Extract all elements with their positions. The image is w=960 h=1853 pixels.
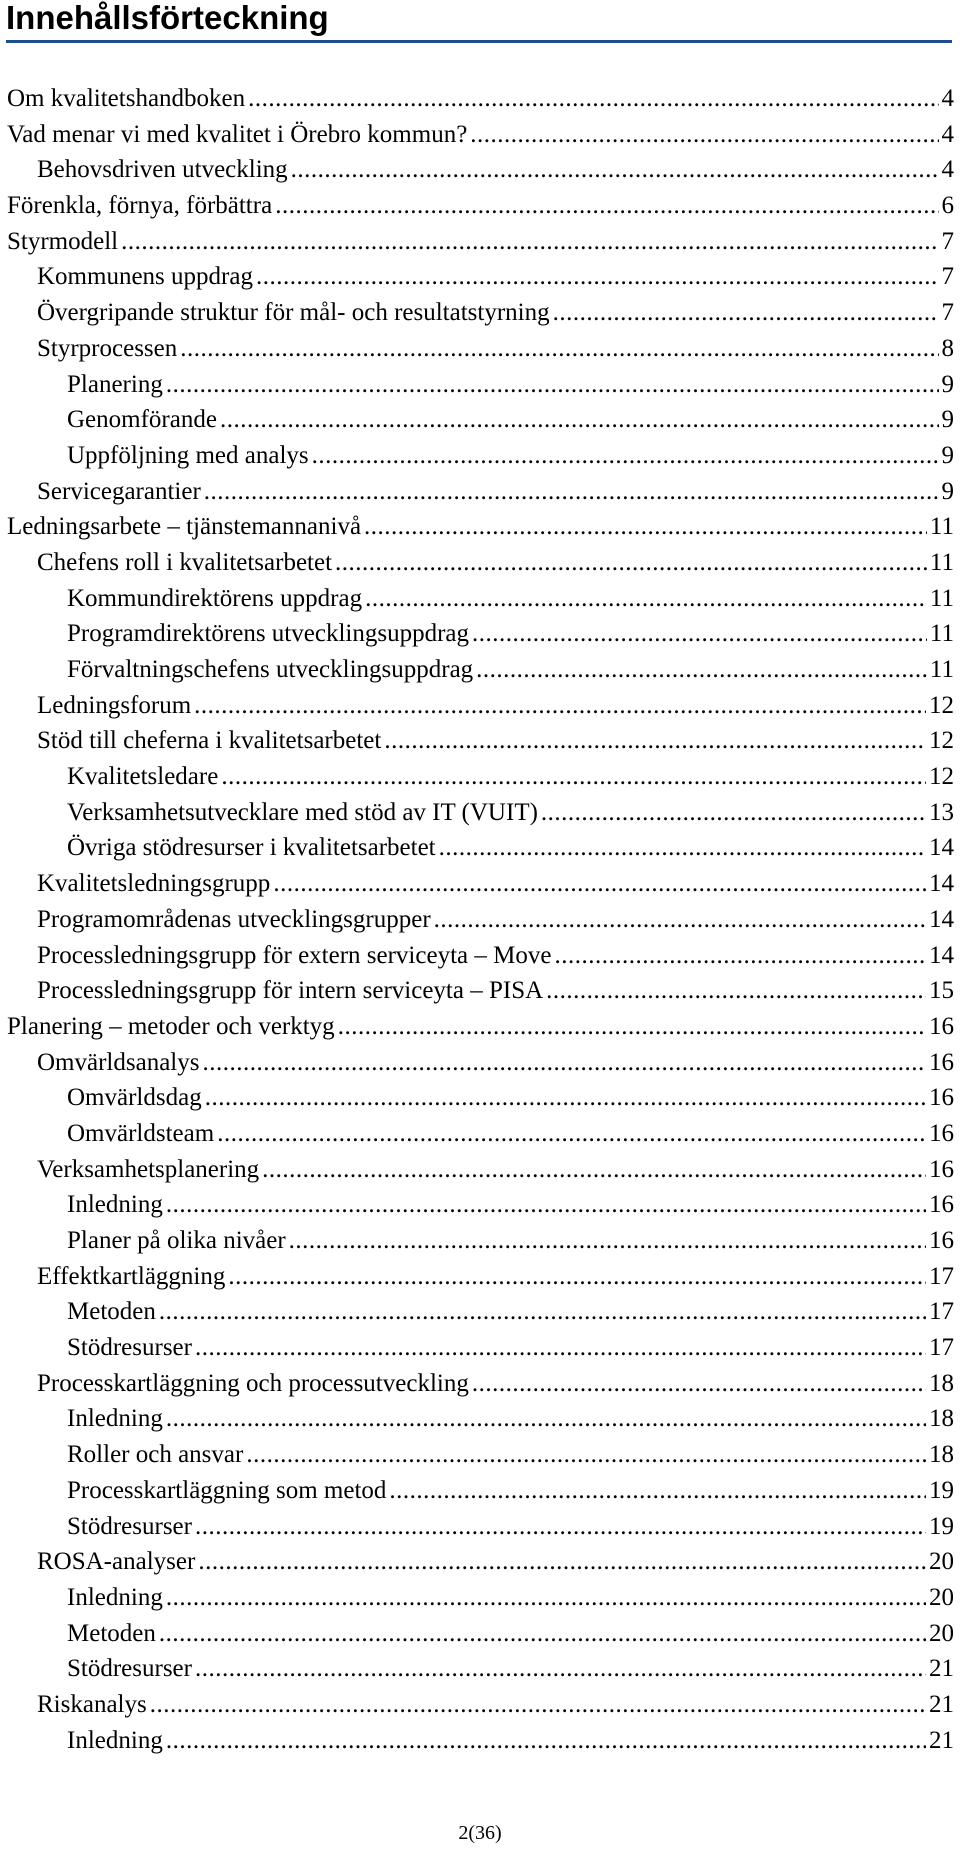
toc-entry-title: Verksamhetsutvecklare med stöd av IT (VUIT)	[67, 798, 538, 826]
toc-entry-page-number: 18	[929, 1405, 954, 1433]
toc-entry[interactable]	[0, 1616, 960, 1652]
toc-entry[interactable]	[0, 224, 960, 260]
dot-leader	[553, 295, 939, 331]
toc-entry[interactable]	[0, 1580, 960, 1616]
toc-entry-title: Riskanalys	[37, 1690, 147, 1718]
toc-entry[interactable]	[0, 1544, 960, 1580]
toc-entry[interactable]	[0, 81, 960, 117]
toc-entry-page-number: 21	[929, 1690, 954, 1718]
toc-entry-page-number: 12	[929, 727, 954, 755]
toc-entry-page-number: 14	[929, 834, 954, 862]
dot-leader	[166, 367, 939, 403]
toc-entry-title: Effektkartläggning	[37, 1262, 226, 1290]
dot-leader	[338, 1009, 926, 1045]
toc-entry-page-number: 11	[929, 513, 954, 541]
dot-leader	[194, 688, 926, 724]
toc-entry-page-number: 16	[929, 1084, 954, 1112]
dot-leader	[221, 759, 926, 795]
toc-entry-page-number: 9	[941, 477, 954, 505]
toc-entry-title: Stöd till cheferna i kvalitetsarbetet	[37, 727, 382, 755]
page-number: 2(36)	[458, 1822, 502, 1844]
toc-entry-page-number: 20	[929, 1583, 954, 1611]
toc-entry[interactable]	[0, 830, 960, 866]
toc-entry-page-number: 16	[929, 1191, 954, 1219]
toc-entry[interactable]	[0, 688, 960, 724]
dot-leader	[335, 545, 927, 581]
dot-leader	[180, 331, 938, 367]
dot-leader	[312, 438, 939, 474]
toc-entry-title: Planer på olika nivåer	[67, 1227, 286, 1254]
toc-entry[interactable]	[0, 117, 960, 153]
toc-entry[interactable]	[0, 866, 960, 902]
toc-entry-title: Uppföljning med analys	[67, 441, 309, 469]
dot-leader	[204, 474, 939, 510]
dot-leader	[159, 1616, 926, 1652]
toc-entry-page-number: 20	[929, 1619, 954, 1647]
toc-entry-page-number: 21	[929, 1726, 954, 1754]
toc-entry[interactable]	[0, 367, 960, 403]
toc-entry[interactable]	[0, 1259, 960, 1295]
toc-entry[interactable]	[0, 259, 960, 295]
dot-leader	[470, 117, 938, 153]
dot-leader	[546, 973, 926, 1009]
toc-entry-page-number: 8	[941, 334, 954, 362]
toc-entry-page-number: 4	[941, 85, 954, 112]
toc-entry-title: Kvalitetsledare	[67, 763, 219, 791]
toc-entry-title: Omvärldsdag	[67, 1084, 202, 1112]
toc-entry[interactable]	[0, 1080, 960, 1116]
toc-entry[interactable]	[0, 1009, 960, 1045]
toc-entry-page-number: 21	[929, 1655, 954, 1683]
toc-entry-title: Övergripande struktur för mål- och resultatstyrning	[37, 299, 550, 327]
toc-entry-page-number: 9	[941, 406, 954, 434]
toc-entry[interactable]	[0, 1116, 960, 1152]
dot-leader	[273, 866, 926, 902]
dot-leader	[150, 1687, 926, 1723]
toc-entry-page-number: 11	[929, 620, 954, 648]
toc-entry-title: ROSA-analyser	[37, 1548, 196, 1576]
toc-entry[interactable]	[0, 581, 960, 617]
toc-entry[interactable]	[0, 474, 960, 510]
toc-entry-title: Omvärldsteam	[67, 1119, 215, 1147]
toc-entry[interactable]	[0, 652, 960, 688]
toc-entry[interactable]	[0, 759, 960, 795]
toc-entry[interactable]	[0, 1223, 960, 1259]
page-title: Innehållsförteckning	[6, 0, 952, 43]
dot-leader	[248, 81, 938, 117]
dot-leader	[166, 1580, 926, 1616]
dot-leader	[195, 1509, 926, 1545]
toc-entry-title: Programdirektörens utvecklingsuppdrag	[67, 620, 469, 648]
toc-entry[interactable]	[0, 902, 960, 938]
toc-entry-title: Servicegarantier	[37, 477, 201, 505]
toc-entry-title: Stödresurser	[67, 1512, 192, 1540]
toc-entry-title: Inledning	[67, 1583, 163, 1611]
toc-entry-page-number: 17	[929, 1334, 954, 1362]
toc-entry-title: Genomförande	[67, 406, 217, 434]
dot-leader	[541, 795, 926, 831]
toc-entry[interactable]	[0, 1473, 960, 1509]
toc-entry-page-number: 12	[929, 763, 954, 791]
dot-leader	[246, 1437, 926, 1473]
dot-leader	[228, 1259, 926, 1295]
toc-entry-title: Programområdenas utvecklingsgrupper	[37, 905, 431, 933]
toc-entry-page-number: 7	[941, 227, 954, 255]
toc-entry[interactable]	[0, 1152, 960, 1188]
toc-entry-page-number: 20	[929, 1548, 954, 1576]
toc-entry-title: Kommunens uppdrag	[37, 263, 253, 291]
toc-entry-page-number: 4	[941, 120, 954, 148]
dot-leader	[166, 1401, 926, 1437]
dot-leader	[364, 509, 927, 545]
toc-entry-page-number: 11	[929, 656, 954, 683]
toc-entry[interactable]	[0, 152, 960, 188]
toc-entry[interactable]	[0, 1187, 960, 1223]
toc-entry[interactable]	[0, 295, 960, 331]
toc-entry-title: Stödresurser	[67, 1655, 192, 1683]
toc-entry-title: Processledningsgrupp för extern serviceyta – Move	[37, 941, 552, 969]
toc-entry-page-number: 9	[941, 441, 954, 469]
toc-entry-page-number: 18	[929, 1441, 954, 1469]
toc-entry-title: Processkartläggning och processutveckling	[37, 1369, 469, 1397]
toc-entry-page-number: 11	[929, 584, 954, 612]
toc-entry-title: Planering	[67, 370, 163, 398]
toc-entry[interactable]	[0, 1045, 960, 1081]
dot-leader	[195, 1330, 926, 1366]
toc-entry-title: Metoden	[67, 1298, 156, 1326]
toc-entry[interactable]	[0, 938, 960, 974]
toc-entry-title: Styrmodell	[7, 227, 119, 255]
dot-leader	[195, 1651, 926, 1687]
toc-entry-page-number: 16	[929, 1227, 954, 1254]
toc-entry-title: Processkartläggning som metod	[67, 1476, 387, 1504]
toc-entry-page-number: 19	[929, 1512, 954, 1540]
toc-entry-page-number: 15	[929, 977, 954, 1005]
toc-entry[interactable]	[0, 973, 960, 1009]
toc-entry-page-number: 17	[929, 1298, 954, 1326]
dot-leader	[198, 1544, 926, 1580]
dot-leader	[202, 1045, 926, 1081]
toc-entry[interactable]	[0, 545, 960, 581]
toc-entry-page-number: 14	[929, 905, 954, 933]
toc-entry-title: Metoden	[67, 1619, 156, 1647]
dot-leader	[472, 616, 927, 652]
toc-entry-title: Inledning	[67, 1191, 163, 1219]
toc-entry-page-number: 12	[929, 691, 954, 719]
dot-leader	[472, 1366, 926, 1402]
toc-entry-title: Processledningsgrupp för intern serviceyta – PISA	[37, 977, 544, 1005]
dot-leader	[217, 1116, 926, 1152]
toc-entry-page-number: 13	[929, 798, 954, 826]
toc-entry-title: Styrprocessen	[37, 334, 178, 362]
toc-entry[interactable]	[0, 509, 960, 545]
toc-entry[interactable]	[0, 723, 960, 759]
dot-leader	[159, 1294, 926, 1330]
toc-entry-page-number: 16	[929, 1155, 954, 1183]
toc-entry-page-number: 7	[941, 263, 954, 291]
toc-entry-title: Vad menar vi med kvalitet i Örebro kommun?	[7, 120, 468, 148]
toc-entry-page-number: 19	[929, 1476, 954, 1504]
toc-entry-title: Stödresurser	[67, 1334, 192, 1362]
dot-leader	[121, 224, 938, 260]
dot-leader	[166, 1187, 926, 1223]
toc-entry-page-number: 14	[929, 941, 954, 969]
dot-leader	[554, 938, 926, 974]
toc-entry-title: Omvärldsanalys	[37, 1048, 200, 1076]
toc-entry-page-number: 4	[941, 156, 954, 184]
toc-entry-title: Förenkla, förnya, förbättra	[7, 192, 273, 220]
toc-entry-title: Förvaltningschefens utvecklingsuppdrag	[67, 656, 474, 683]
dot-leader	[220, 402, 939, 438]
toc-entry-title: Verksamhetsplanering	[37, 1155, 260, 1183]
toc-entry-title: Behovsdriven utveckling	[37, 156, 288, 184]
toc-entry-page-number: 6	[941, 192, 954, 220]
dot-leader	[384, 723, 926, 759]
toc-entry-title: Inledning	[67, 1405, 163, 1433]
toc-entry-page-number: 17	[929, 1262, 954, 1290]
toc-entry-page-number: 16	[929, 1048, 954, 1076]
toc-entry[interactable]	[0, 1294, 960, 1330]
toc-entry[interactable]	[0, 1401, 960, 1437]
toc-entry-page-number: 18	[929, 1369, 954, 1397]
toc-entry-title: Inledning	[67, 1726, 163, 1754]
toc-entry-page-number: 11	[929, 548, 954, 576]
toc-entry[interactable]	[0, 1437, 960, 1473]
toc-entry-title: Chefens roll i kvalitetsarbetet	[37, 548, 333, 576]
toc-entry[interactable]	[0, 1651, 960, 1687]
toc-entry-title: Ledningsarbete – tjänstemannanivå	[7, 513, 362, 541]
toc-entry[interactable]	[0, 1366, 960, 1402]
toc-entry[interactable]	[0, 1509, 960, 1545]
toc-entry[interactable]	[0, 438, 960, 474]
toc-entry-title: Planering – metoder och verktyg	[7, 1012, 335, 1040]
toc-entry-title: Kvalitetsledningsgrupp	[37, 870, 271, 898]
dot-leader	[205, 1080, 926, 1116]
dot-leader	[289, 1223, 926, 1259]
toc-entry[interactable]	[0, 616, 960, 652]
dot-leader	[262, 1152, 926, 1188]
toc-entry-page-number: 16	[929, 1012, 954, 1040]
toc-entry-page-number: 9	[941, 370, 954, 398]
dot-leader	[389, 1473, 926, 1509]
toc-entry[interactable]	[0, 188, 960, 224]
toc-entry[interactable]	[0, 1723, 960, 1759]
toc-entry-page-number: 7	[941, 299, 954, 327]
table-of-contents	[0, 81, 960, 1758]
toc-entry-title: Ledningsforum	[37, 691, 192, 719]
toc-entry-title: Roller och ansvar	[67, 1441, 244, 1469]
toc-entry-page-number: 16	[929, 1119, 954, 1147]
toc-entry[interactable]	[0, 795, 960, 831]
dot-leader	[439, 830, 926, 866]
dot-leader	[166, 1723, 926, 1759]
toc-entry-title: Kommundirektörens uppdrag	[67, 584, 363, 612]
dot-leader	[275, 188, 938, 224]
dot-leader	[291, 152, 939, 188]
toc-entry-title: Om kvalitetshandboken	[7, 85, 246, 112]
toc-entry[interactable]	[0, 1687, 960, 1723]
dot-leader	[365, 581, 927, 617]
toc-entry-page-number: 14	[929, 870, 954, 898]
toc-entry-title: Övriga stödresurser i kvalitetsarbetet	[67, 834, 436, 862]
dot-leader	[256, 259, 939, 295]
toc-entry[interactable]	[0, 1330, 960, 1366]
toc-entry[interactable]	[0, 331, 960, 367]
dot-leader	[434, 902, 926, 938]
dot-leader	[476, 652, 927, 688]
toc-entry[interactable]	[0, 402, 960, 438]
